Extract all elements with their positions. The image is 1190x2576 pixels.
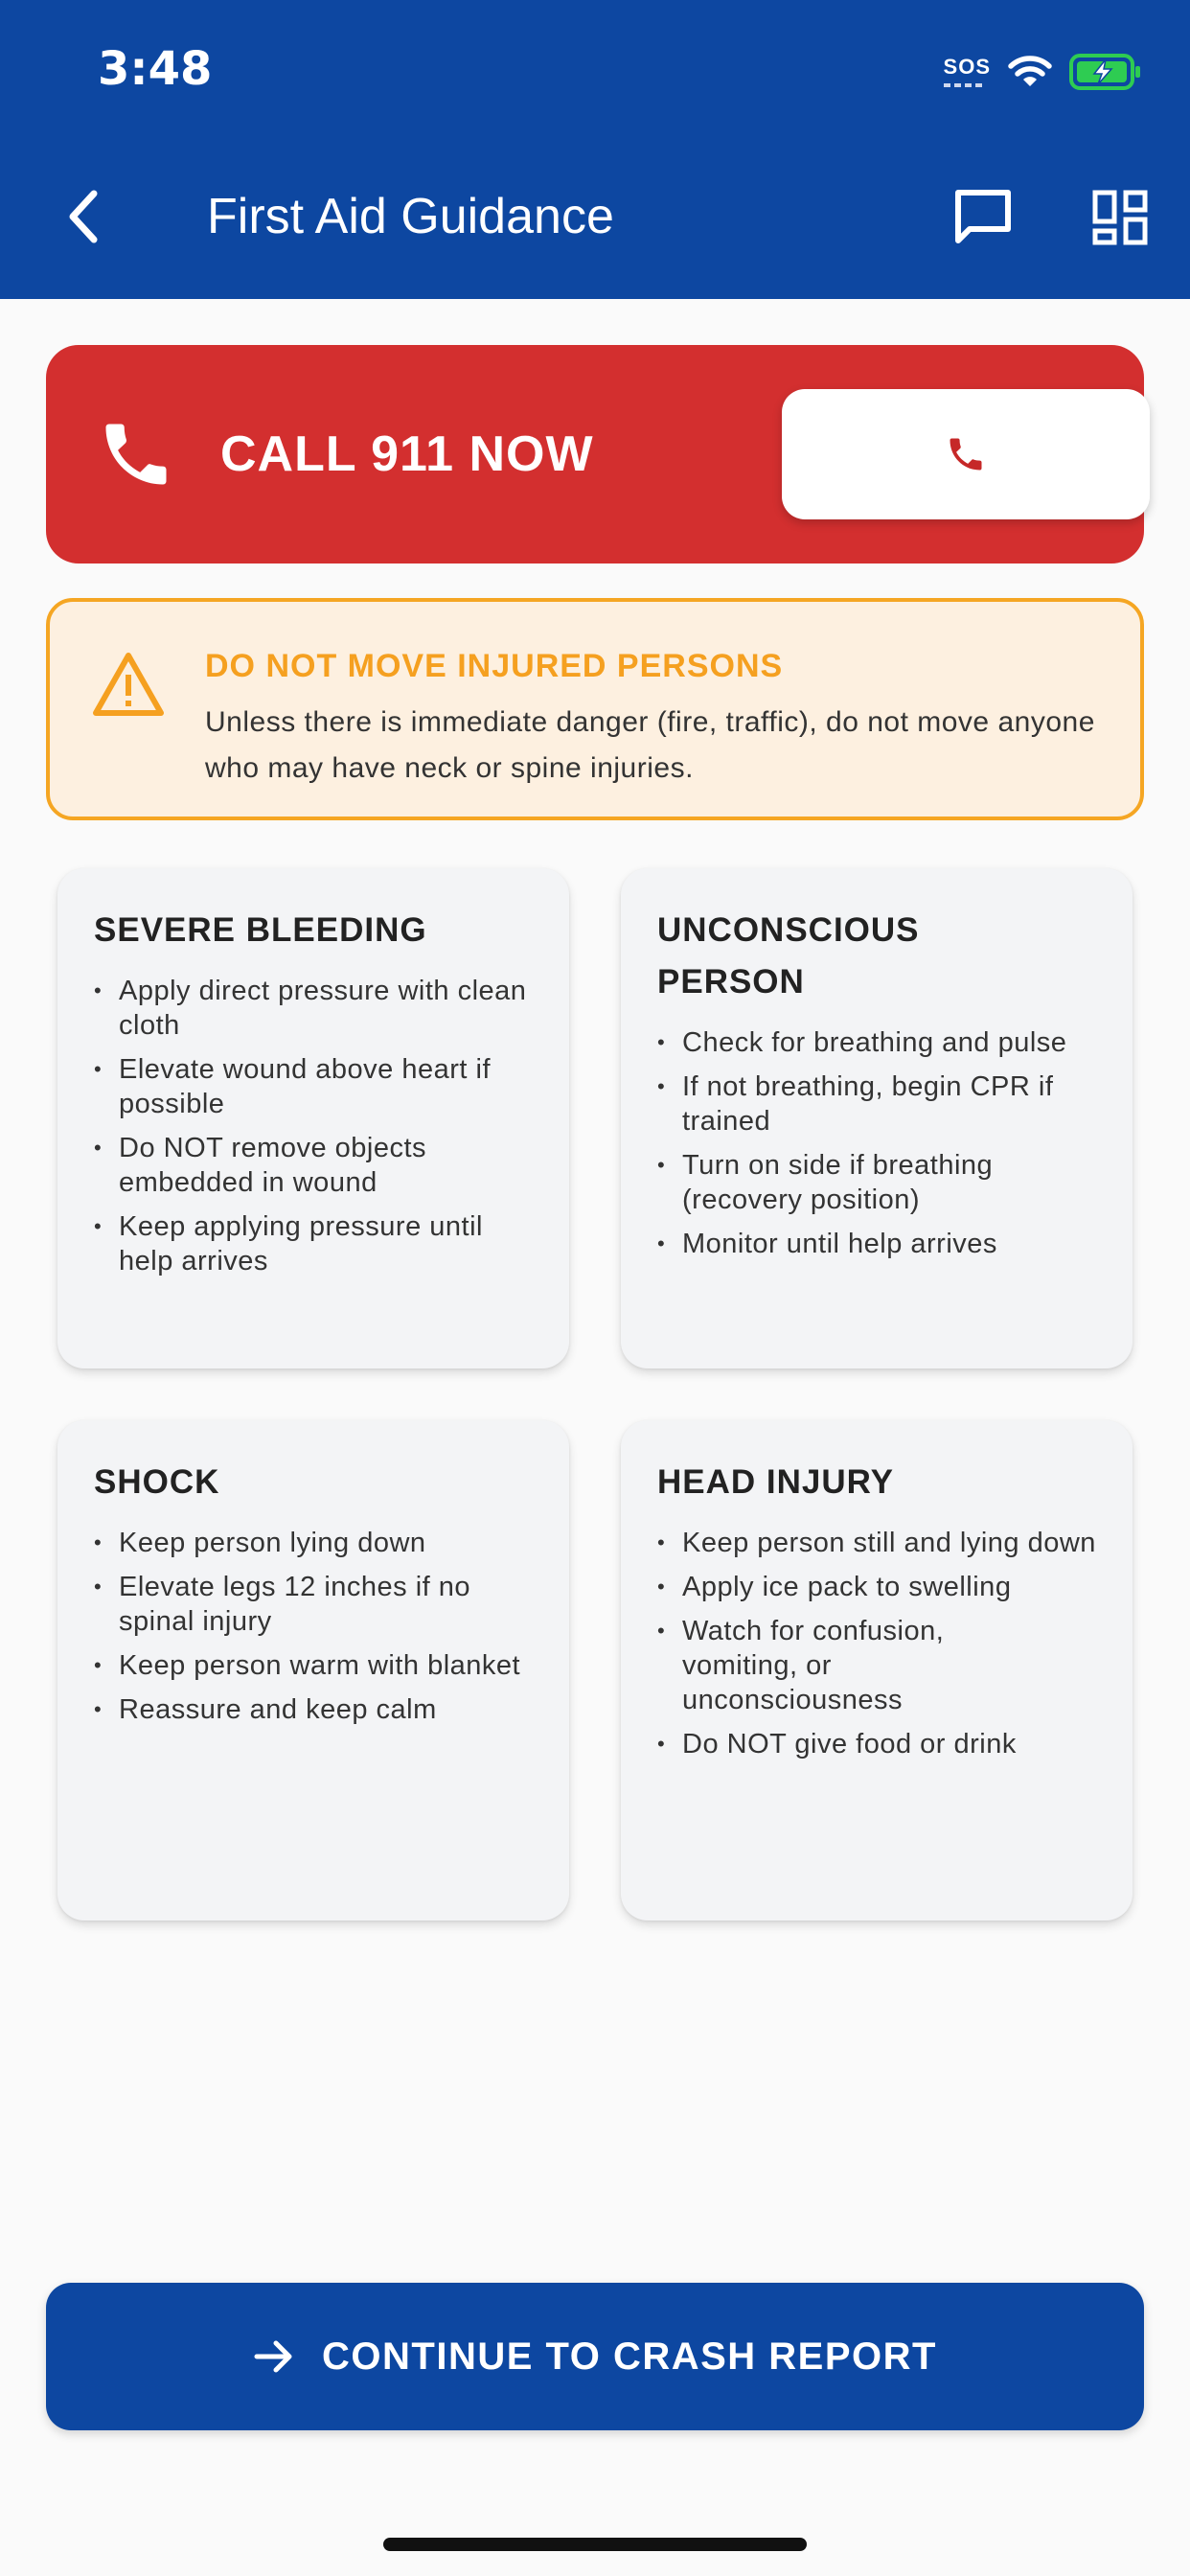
chevron-left-icon xyxy=(63,188,102,245)
list-item: • Keep person still and lying down xyxy=(657,1526,1098,1560)
instruction-list xyxy=(94,1526,535,1727)
list-item: • Do NOT remove objects embedded in wound xyxy=(94,1131,535,1200)
back-button[interactable] xyxy=(52,182,113,251)
warning-icon xyxy=(90,650,167,719)
card-unconscious-person xyxy=(621,868,1133,1368)
app-bar xyxy=(0,0,1190,299)
warning-box xyxy=(46,598,1144,820)
instruction-list xyxy=(94,974,535,1278)
list-item: • Keep applying pressure until help arrives xyxy=(94,1209,535,1278)
continue-to-crash-report-button[interactable] xyxy=(46,2283,1144,2430)
list-item: • Check for breathing and pulse xyxy=(657,1025,1098,1060)
wifi-icon xyxy=(1008,55,1052,89)
battery-charging-icon xyxy=(1069,53,1142,91)
list-item: • Elevate wound above heart if possible xyxy=(94,1052,535,1121)
list-item: • Elevate legs 12 inches if no spinal injury xyxy=(94,1570,535,1639)
call-911-button[interactable] xyxy=(782,389,1150,519)
status-time: 3:48 xyxy=(98,42,213,96)
list-item: • Apply direct pressure with clean cloth xyxy=(94,974,535,1043)
chat-button[interactable] xyxy=(949,182,1018,251)
dashboard-button[interactable] xyxy=(1087,184,1154,251)
home-indicator[interactable] xyxy=(383,2538,807,2551)
card-title: SEVERE BLEEDING xyxy=(94,911,427,949)
sos-indicator: SOS xyxy=(944,57,991,87)
list-item: • If not breathing, begin CPR if trained xyxy=(657,1070,1098,1138)
warning-text: Unless there is immediate danger (fire, traffic), do not move anyone who may have neck or spine injuries. xyxy=(205,706,1095,784)
list-item: • Monitor until help arrives xyxy=(657,1227,1098,1261)
list-item: • Apply ice pack to swelling xyxy=(657,1570,1098,1604)
card-title: HEAD INJURY xyxy=(657,1463,894,1501)
list-item: • Watch for confusion, vomiting, or unconsciousness xyxy=(657,1614,1031,1717)
card-title: SHOCK xyxy=(94,1463,220,1501)
phone-icon xyxy=(945,433,987,475)
instruction-list xyxy=(657,1526,1098,1761)
page-title: First Aid Guidance xyxy=(207,189,614,244)
arrow-right-icon xyxy=(253,2337,295,2376)
list-item: • Keep person lying down xyxy=(94,1526,535,1560)
card-shock xyxy=(57,1420,569,1920)
warning-title: DO NOT MOVE INJURED PERSONS xyxy=(205,648,784,684)
list-item: • Do NOT give food or drink xyxy=(657,1727,1098,1761)
chat-icon xyxy=(952,187,1014,246)
card-severe-bleeding xyxy=(57,868,569,1368)
list-item: • Keep person warm with blanket xyxy=(94,1648,535,1683)
card-head-injury xyxy=(621,1420,1133,1920)
list-item: • Reassure and keep calm xyxy=(94,1692,535,1727)
list-item: • Turn on side if breathing (recovery position) xyxy=(657,1148,1098,1217)
status-icons xyxy=(944,50,1142,94)
dashboard-icon xyxy=(1091,189,1149,246)
call-911-banner xyxy=(46,345,1144,564)
card-title: UNCONSCIOUS PERSON xyxy=(657,911,920,1000)
call-911-label: CALL 911 NOW xyxy=(220,426,594,482)
continue-button-label: CONTINUE TO CRASH REPORT xyxy=(322,2334,937,2378)
phone-icon xyxy=(96,414,176,494)
instruction-list xyxy=(657,1025,1098,1261)
